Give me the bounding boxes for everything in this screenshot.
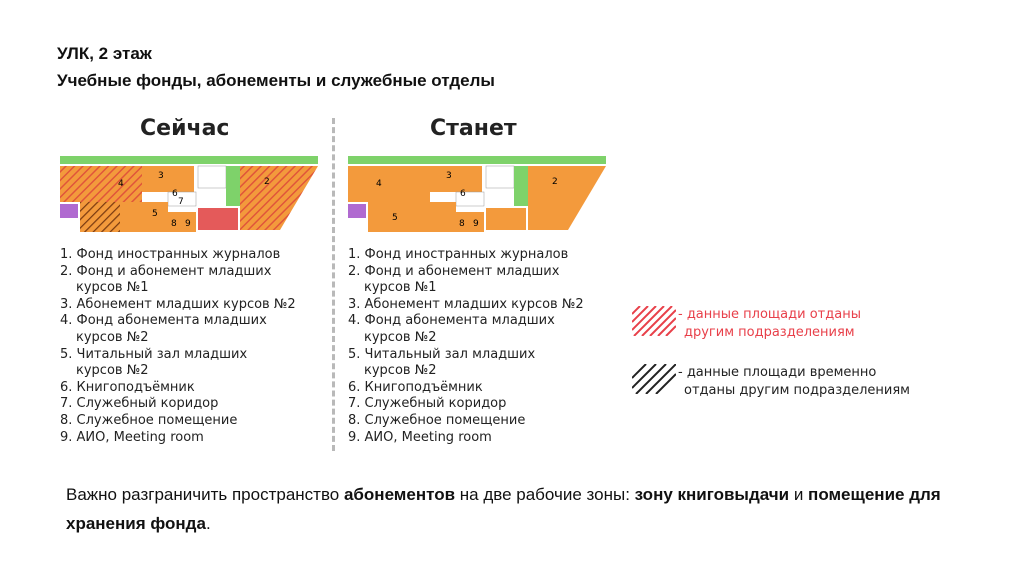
plan-label-5: 5 xyxy=(392,213,398,223)
red-hatch-swatch xyxy=(632,306,676,336)
plan-label-4: 4 xyxy=(376,179,382,189)
room-5-area xyxy=(368,202,456,232)
room-4-area xyxy=(60,166,142,202)
key-black-line-1: - данные площади временно xyxy=(678,365,877,380)
room-3-area xyxy=(142,166,194,192)
plan-label-8: 8 xyxy=(459,219,465,229)
key-red-line-2: другим подразделениям xyxy=(684,325,855,340)
plan-label-5: 5 xyxy=(152,209,158,219)
room-list-now xyxy=(60,247,296,446)
column-divider xyxy=(332,118,335,451)
plan-label-3: 3 xyxy=(158,171,164,181)
red-room xyxy=(198,208,238,230)
list-item: курсов №1 xyxy=(364,280,437,296)
list-item: 6. Книгоподъёмник xyxy=(60,379,195,395)
corridor-top xyxy=(60,156,318,164)
column-heading-now: Сейчас xyxy=(140,116,230,141)
list-item: курсов №2 xyxy=(76,363,149,379)
green-block xyxy=(514,166,528,206)
plan-label-9: 9 xyxy=(185,219,191,229)
plan-label-9: 9 xyxy=(473,219,479,229)
list-item: 3. Абонемент младших курсов №2 xyxy=(60,296,296,312)
room-4-area xyxy=(348,166,430,202)
plan-label-2: 2 xyxy=(264,177,270,187)
list-item: курсов №2 xyxy=(76,329,149,345)
plan-label-3: 3 xyxy=(446,171,452,181)
conclusion-text xyxy=(66,480,946,538)
bold-part: абонементов xyxy=(343,485,456,504)
text-part: Важно разграничить пространство xyxy=(66,485,344,504)
list-item: 4. Фонд абонемента младших xyxy=(60,313,267,329)
floor-plan-future xyxy=(346,156,608,236)
purple-block xyxy=(60,204,78,218)
text-part: и xyxy=(789,485,809,504)
purple-block xyxy=(348,204,366,218)
list-item: 7. Служебный коридор xyxy=(60,396,219,412)
list-item: 2. Фонд и абонемент младших xyxy=(348,263,560,279)
red-room xyxy=(486,208,526,230)
list-item: курсов №2 xyxy=(364,329,437,345)
list-item: 7. Служебный коридор xyxy=(348,396,507,412)
list-item: 3. Абонемент младших курсов №2 xyxy=(348,296,584,312)
key-red-line-1: - данные площади отданы xyxy=(678,307,861,322)
plan-label-4: 4 xyxy=(118,179,124,189)
room-2-area xyxy=(528,166,606,230)
list-item: 6. Книгоподъёмник xyxy=(348,379,483,395)
list-item: 9. АИО, Meeting room xyxy=(60,429,204,445)
corridor-top xyxy=(348,156,606,164)
plan-label-2: 2 xyxy=(552,177,558,187)
text-part: . xyxy=(205,514,211,533)
list-item: 9. АИО, Meeting room xyxy=(348,429,492,445)
room-list-future xyxy=(348,247,584,446)
list-item: 5. Читальный зал младших xyxy=(348,346,536,362)
list-item: 4. Фонд абонемента младших xyxy=(348,313,555,329)
column-heading-future: Станет xyxy=(430,116,517,141)
green-block xyxy=(226,166,240,206)
service-room xyxy=(486,166,514,188)
title-line-1: УЛК, 2 этаж xyxy=(57,44,152,63)
floor-plan-now xyxy=(58,156,320,236)
black-hatch-swatch xyxy=(632,364,676,394)
plan-label-8: 8 xyxy=(171,219,177,229)
plan-label-7: 7 xyxy=(178,197,184,207)
list-item: 8. Служебное помещение xyxy=(60,412,238,428)
room-2-area xyxy=(240,166,318,230)
plan-label-6: 6 xyxy=(172,189,178,199)
key-black-line-2: отданы другим подразделениям xyxy=(684,383,910,398)
title-line-2: Учебные фонды, абонементы и служебные отделы xyxy=(57,71,495,90)
list-item: 8. Служебное помещение xyxy=(348,412,526,428)
list-item: 5. Читальный зал младших xyxy=(60,346,248,362)
black-hatched-area xyxy=(80,202,120,232)
list-item: курсов №2 xyxy=(364,363,437,379)
bold-part: помещение для хранения фонда xyxy=(66,485,941,533)
list-item: 1. Фонд иностранных журналов xyxy=(60,247,281,262)
bold-part: зону книговыдачи xyxy=(634,485,790,504)
slide-title xyxy=(57,40,495,94)
list-item: курсов №1 xyxy=(76,280,149,296)
text-part: на две рабочие зоны: xyxy=(455,485,635,504)
list-item: 2. Фонд и абонемент младших xyxy=(60,263,272,279)
service-room xyxy=(198,166,226,188)
plan-label-6: 6 xyxy=(460,189,466,199)
list-item: 1. Фонд иностранных журналов xyxy=(348,247,569,262)
room-3-area xyxy=(430,166,482,192)
